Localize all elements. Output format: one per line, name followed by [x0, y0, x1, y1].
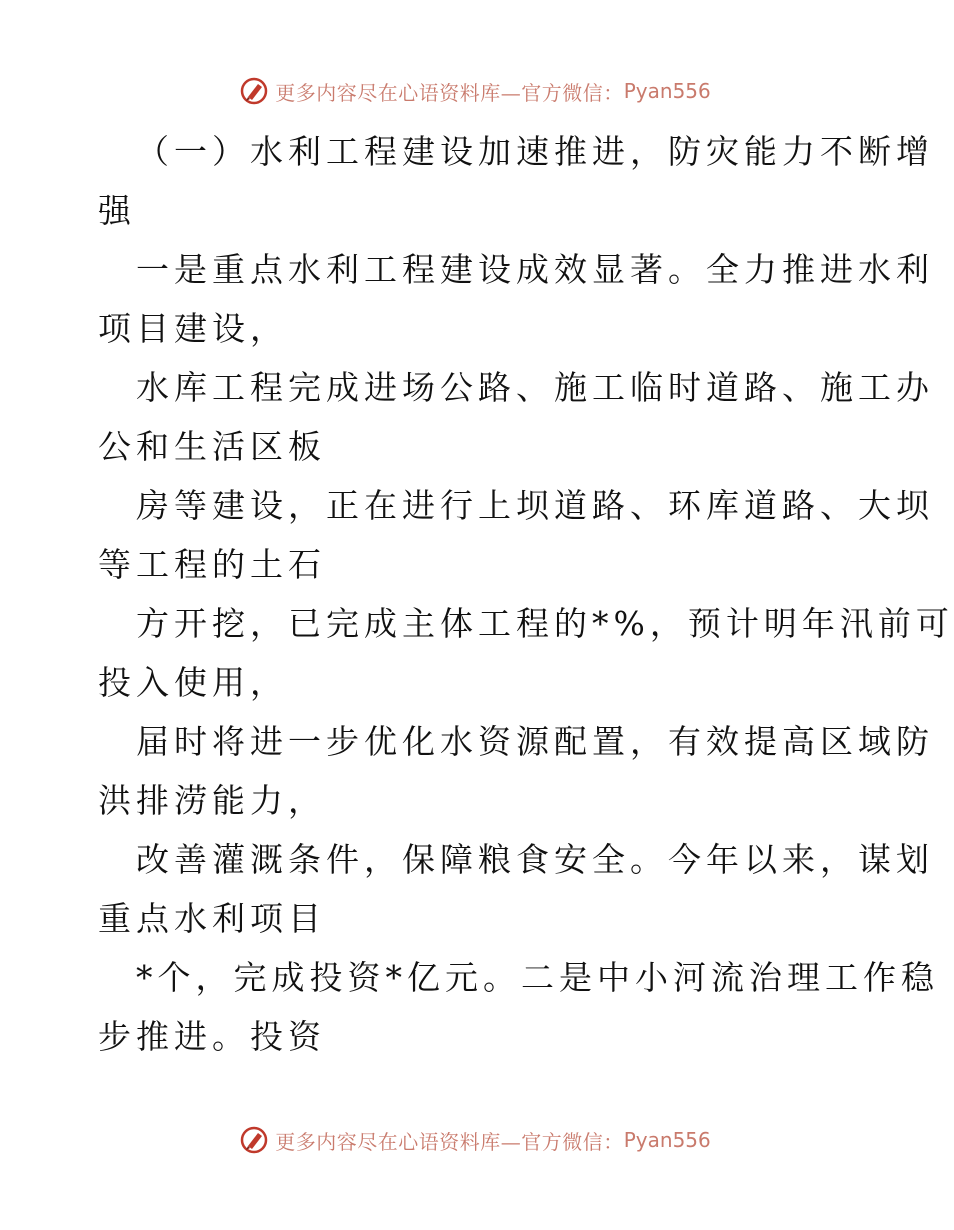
- section-heading-continuation: 强: [98, 191, 136, 230]
- footer-watermark: [0, 1120, 950, 1160]
- paragraph-line: 项目建设，: [98, 309, 288, 348]
- pen-logo-icon: [239, 1125, 269, 1155]
- header-watermark: [0, 71, 950, 111]
- paragraph-line: 公和生活区板: [98, 427, 326, 466]
- paragraph-line: 洪排涝能力，: [98, 781, 326, 820]
- paragraph-line: 投入使用，: [98, 663, 288, 702]
- section-heading-line: （一）水利工程建设加速推进，防灾能力不断增: [136, 132, 934, 171]
- pen-logo-icon: [239, 76, 269, 106]
- paragraph-line: 改善灌溉条件，保障粮食安全。今年以来，谋划: [136, 840, 934, 879]
- paragraph-line: 步推进。投资: [98, 1017, 326, 1056]
- watermark-wechat-id: Pyan556: [623, 79, 711, 103]
- watermark-text: 更多内容尽在心语资料库—官方微信：: [275, 80, 624, 105]
- paragraph-line: 等工程的土石: [98, 545, 326, 584]
- watermark-text: 更多内容尽在心语资料库—官方微信：: [275, 1129, 624, 1154]
- paragraph-line: 一是重点水利工程建设成效显著。全力推进水利: [136, 250, 934, 289]
- paragraph-line: 方开挖，已完成主体工程的*%，预计明年汛前可: [136, 604, 954, 643]
- paragraph-line: 重点水利项目: [98, 899, 326, 938]
- watermark-wechat-id: Pyan556: [623, 1128, 711, 1152]
- paragraph-line: 房等建设，正在进行上坝道路、环库道路、大坝: [136, 486, 934, 525]
- paragraph-line: 届时将进一步优化水资源配置，有效提高区域防: [136, 722, 934, 761]
- paragraph-line: 水库工程完成进场公路、施工临时道路、施工办: [136, 368, 934, 407]
- paragraph-line: *个，完成投资*亿元。二是中小河流治理工作稳: [136, 958, 939, 997]
- document-body: [98, 122, 954, 1066]
